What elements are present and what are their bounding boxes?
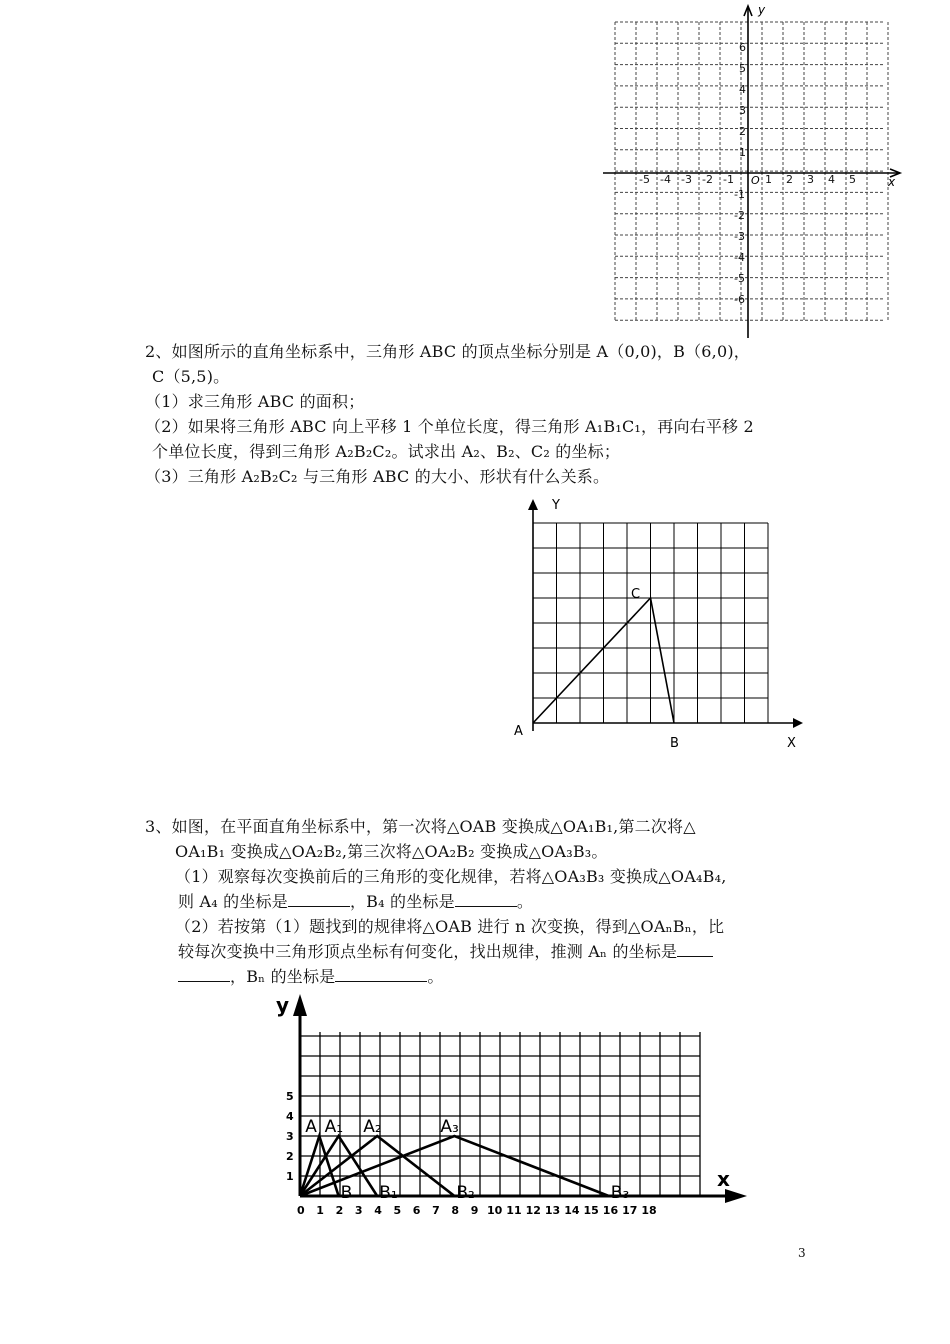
y-tick-label: 6: [739, 41, 746, 54]
q2-part-2: （2）如果将三角形 ABC 向上平移 1 个单位长度，得三角形 A₁B₁C₁，再向右平移 2: [145, 417, 754, 436]
origin-label: O: [751, 174, 760, 187]
point-label-a3: A₃: [440, 1117, 459, 1137]
q2-part-3: （3）三角形 A₂B₂C₂ 与三角形 ABC 的大小、形状有什么关系。: [145, 467, 610, 486]
x-axis-arrow: [793, 718, 803, 728]
x-tick-label: 2: [335, 1204, 344, 1217]
y-axis-label: y: [758, 3, 766, 17]
x-tick-label: 17: [622, 1204, 638, 1217]
point-label-a: A: [305, 1117, 317, 1137]
q3-line-2: OA₁B₁ 变换成△OA₂B₂,第三次将△OA₂B₂ 变换成△OA₃B₃。: [175, 842, 608, 861]
q3-a4-prompt: 则 A₄ 的坐标是: [178, 892, 288, 911]
x-tick-label: 5: [393, 1204, 402, 1217]
point-c-label: C: [631, 587, 641, 602]
y-axis-label: Y: [552, 498, 560, 513]
bn-answer-blank[interactable]: [335, 967, 427, 982]
y-tick-label: 4: [286, 1110, 294, 1123]
x-axis-arrow: [725, 1189, 747, 1203]
x-tick-label: -4: [660, 173, 671, 186]
x-tick-label: 3: [354, 1204, 363, 1217]
q3-an-prompt: 较每次变换中三角形顶点坐标有何变化，找出规律，推测 Aₙ 的坐标是: [178, 942, 678, 961]
point-label-b: B: [340, 1183, 353, 1203]
x-tick-label: 2: [786, 173, 793, 186]
y-tick-label: 3: [739, 104, 746, 117]
q3-part-1-answer: [178, 890, 533, 914]
y-tick-label: -4: [734, 251, 745, 264]
y-tick-label: 4: [739, 83, 746, 96]
x-axis-label: x: [717, 1167, 730, 1191]
x-tick-label: 0: [297, 1204, 305, 1217]
x-tick-label: -1: [723, 173, 734, 186]
q2-line-2: C（5,5)。: [152, 367, 230, 386]
y-tick-label: -1: [734, 188, 745, 201]
x-tick-label: -2: [702, 173, 713, 186]
point-label-b2: B₂: [456, 1183, 475, 1203]
x-tick-label: 18: [641, 1204, 657, 1217]
q3-part-1: （1）观察每次变换前后的三角形的变化规律，若将△OA₃B₃ 变换成△OA₄B₄,: [175, 867, 727, 886]
point-a-label: A: [514, 724, 523, 739]
y-axis-label: y: [276, 993, 290, 1017]
transformation-figure: [270, 990, 760, 1222]
q3-part-2-cont: [178, 940, 713, 964]
q3-part-2-answer: [178, 965, 444, 989]
x-tick-label: 11: [506, 1204, 522, 1217]
x-tick-label: 16: [602, 1204, 619, 1217]
q2-part-2-cont: 个单位长度，得到三角形 A₂B₂C₂。试求出 A₂、B₂、C₂ 的坐标；: [152, 442, 621, 461]
point-label-b3: B₃: [610, 1183, 630, 1203]
x-tick-label: 5: [849, 173, 856, 186]
x-tick-label: 6: [412, 1204, 421, 1217]
an-answer-blank-end[interactable]: [178, 967, 230, 982]
x-tick-label: -3: [681, 173, 692, 186]
x-tick-label: 4: [828, 173, 835, 186]
y-tick-label: 1: [739, 146, 746, 159]
q3-line-1: 3、如图，在平面直角坐标系中，第一次将△OAB 变换成△OA₁B₁,第二次将△: [145, 817, 696, 836]
point-b-label: B: [670, 736, 679, 751]
x-tick-label: 14: [564, 1204, 580, 1217]
x-tick-label: 12: [525, 1204, 541, 1217]
q3-part-2: （2）若按第（1）题找到的规律将△OAB 进行 n 次变换，得到△OAₙBₙ，比: [175, 917, 725, 936]
q3-period-2: 。: [427, 967, 444, 986]
q2-line-1: 2、如图所示的直角坐标系中，三角形 ABC 的顶点坐标分别是 A（0,0)，B（6,0)，: [145, 342, 750, 361]
y-tick-label: 2: [739, 125, 746, 138]
q2-part-1: （1）求三角形 ABC 的面积；: [145, 392, 365, 411]
x-axis-label: x: [888, 175, 896, 189]
q3-b4-prompt: ，B₄ 的坐标是: [349, 892, 455, 911]
x-tick-label: -5: [639, 173, 650, 186]
x-tick-label: 7: [432, 1204, 440, 1217]
x-axis-label: X: [787, 736, 796, 751]
x-tick-label: 8: [451, 1204, 460, 1217]
y-axis-arrow: [528, 499, 538, 510]
y-tick-label: -6: [734, 293, 745, 306]
an-answer-blank-start[interactable]: [677, 942, 713, 957]
y-tick-label: -3: [734, 230, 745, 243]
y-tick-label: 2: [286, 1150, 294, 1163]
point-label-b1: B₁: [379, 1183, 398, 1203]
q3-bn-prompt: ，Bₙ 的坐标是: [230, 967, 336, 986]
y-tick-label: -2: [734, 209, 745, 222]
coordinate-grid-figure: [600, 0, 910, 345]
x-tick-label: 3: [807, 173, 814, 186]
y-tick-label: 1: [286, 1170, 294, 1183]
triangle-abc-figure: [505, 495, 815, 755]
x-tick-label: 9: [470, 1204, 479, 1217]
point-label-a2: A₂: [363, 1117, 382, 1137]
page-number: 3: [798, 1246, 806, 1260]
b4-answer-blank[interactable]: [455, 892, 517, 907]
y-tick-label: 5: [739, 62, 746, 75]
x-tick-label: 1: [316, 1204, 324, 1217]
q3-period: 。: [516, 892, 534, 911]
x-tick-label: 4: [374, 1204, 382, 1217]
point-label-a1: A₁: [324, 1117, 344, 1137]
y-tick-label: 3: [286, 1130, 294, 1143]
y-tick-label: -5: [734, 272, 745, 285]
x-tick-label: 13: [544, 1204, 561, 1217]
x-tick-label: 10: [487, 1204, 503, 1217]
a4-answer-blank[interactable]: [288, 892, 350, 907]
x-tick-label: 1: [765, 173, 772, 186]
x-tick-label: 15: [583, 1204, 599, 1217]
y-tick-label: 5: [286, 1090, 294, 1103]
y-axis-arrow: [293, 994, 307, 1016]
